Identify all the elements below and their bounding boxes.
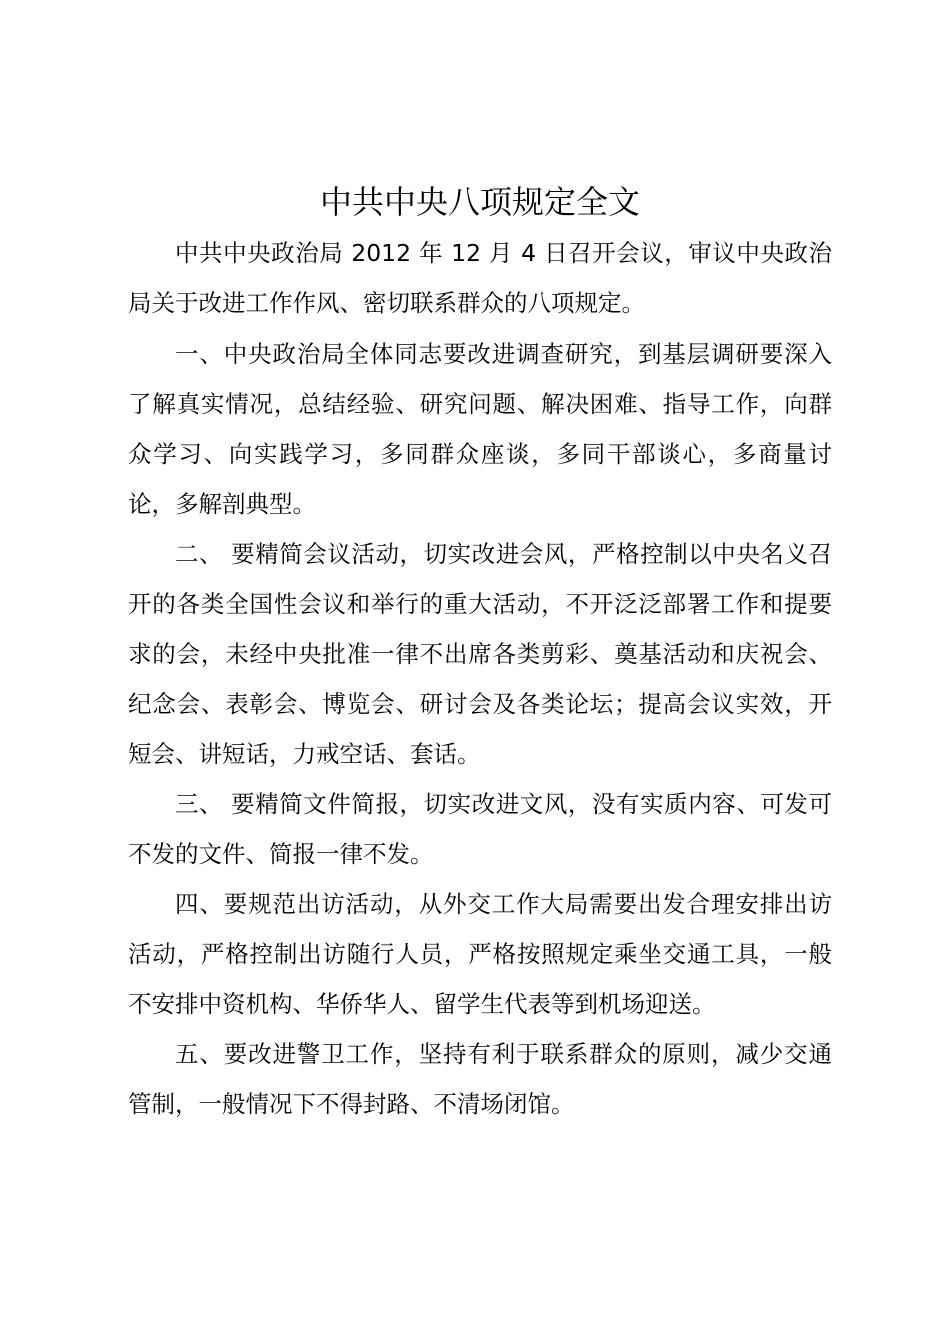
- paragraph-intro: 中共中央政治局 2012 年 12 月 4 日召开会议，审议中央政治局关于改进工作作风、密切联系群众的八项规定。: [128, 239, 832, 317]
- paragraph-rule-1: 一、中央政治局全体同志要改进调查研究，到基层调研要深入了解真实情况，总结经验、研究问题、解决困难、指导工作，向群众学习、向实践学习，多同群众座谈，多同干部谈心，多商量讨论，多解剖典型。: [128, 340, 832, 518]
- document-page: [128, 176, 832, 1129]
- paragraph-rule-4: 四、要规范出访活动，从外交工作大局需要出发合理安排出访活动，严格控制出访随行人员，严格按照规定乘坐交通工具，一般不安排中资机构、华侨华人、留学生代表等到机场迎送。: [128, 890, 832, 1018]
- paragraph-rule-2: 二、 要精简会议活动，切实改进会风，严格控制以中央名义召开的各类全国性会议和举行的重大活动，不开泛泛部署工作和提要求的会，未经中央批准一律不出席各类剪彩、奠基活动和庆祝会、纪念会、表彰会、博览会、研讨会及各类论坛；提高会议实效，开短会、讲短话，力戒空话、套话。: [128, 540, 832, 768]
- paragraph-rule-5: 五、要改进警卫工作，坚持有利于联系群众的原则，减少交通管制，一般情况下不得封路、不清场闭馆。: [128, 1040, 832, 1118]
- paragraph-rule-3: 三、 要精简文件简报，切实改进文风，没有实质内容、可发可不发的文件、简报一律不发。: [128, 790, 832, 868]
- document-title: 中共中央八项规定全文: [319, 183, 640, 221]
